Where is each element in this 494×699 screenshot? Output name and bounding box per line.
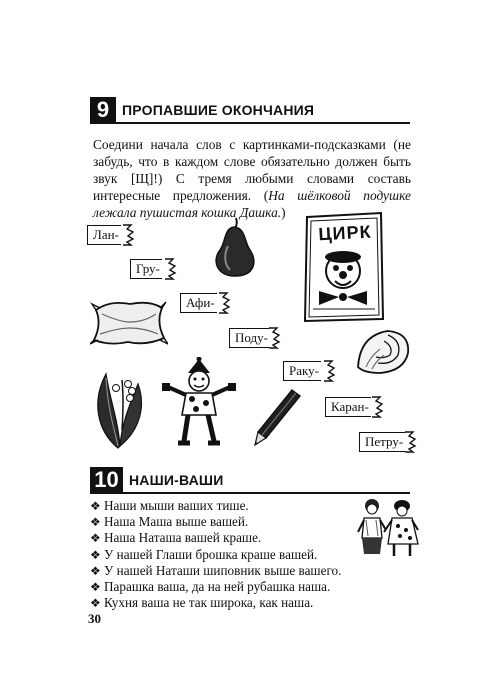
pillow-icon	[90, 298, 168, 348]
page-number: 30	[88, 611, 101, 626]
bullet-icon: ❖	[90, 563, 101, 578]
lily-of-the-valley-icon	[88, 370, 150, 450]
word-tag-label: Каран-	[325, 397, 371, 417]
word-tag-label: Петру-	[359, 432, 405, 452]
pencil-icon	[252, 386, 302, 448]
torn-edge-icon	[219, 292, 233, 314]
list-item: ❖ У нашей Наташи шиповник выше вашего.	[90, 562, 342, 578]
section-9-number: 9	[90, 97, 116, 123]
instructions-close: )	[281, 205, 286, 220]
section-9-instructions	[93, 136, 411, 221]
word-tag-label: Поду-	[229, 328, 270, 348]
word-tag-label: Афи-	[180, 293, 217, 313]
torn-edge-icon	[405, 431, 419, 453]
section-9-header	[90, 97, 314, 123]
shell-icon	[354, 327, 412, 377]
clown-puppet-icon	[162, 357, 236, 453]
instructions-text: Соедини начала слов с картинками-подсказками (не забудь, что в каждом слове обязательно должен быть звук [Щ]!) С тремя любыми словами составь интересные предложения. (	[93, 137, 411, 203]
list-item: ❖ Наша Наташа вашей краше.	[90, 530, 262, 546]
torn-edge-icon	[372, 396, 386, 418]
tongue-twister-list	[90, 498, 341, 611]
bullet-icon: ❖	[90, 499, 101, 513]
torn-edge-icon	[324, 360, 338, 382]
example-sentence: На шёлковой подушке лежала пушистая кошка Дашка.	[93, 188, 411, 220]
bullet-icon: ❖	[90, 547, 101, 562]
list-item: ❖ Наши мыши ваших тише.	[90, 498, 249, 513]
section-10-rule	[90, 492, 410, 494]
poster-title: ЦИРК	[317, 221, 372, 245]
torn-edge-icon	[269, 327, 283, 349]
word-tag-label: Гру-	[130, 259, 162, 279]
circus-poster-icon	[303, 211, 385, 323]
word-tag-label: Раку-	[283, 361, 321, 381]
section-10-title: НАШИ-ВАШИ	[129, 472, 224, 488]
torn-edge-icon	[123, 224, 137, 246]
list-item: ❖ Кухня ваша не так широка, как наша.	[90, 595, 314, 611]
bullet-icon: ❖	[90, 531, 101, 546]
list-item: ❖ Наша Маша выше вашей.	[90, 514, 249, 530]
two-women-illustration	[352, 496, 422, 558]
section-10-header	[90, 467, 223, 493]
section-9-rule	[90, 122, 410, 124]
torn-edge-icon	[165, 258, 179, 280]
pear-icon	[210, 216, 260, 278]
word-tag-label: Лан-	[87, 225, 121, 245]
list-item: ❖ У нашей Глаши брошка краше вашей.	[90, 546, 318, 562]
bullet-icon: ❖	[90, 580, 101, 595]
bullet-icon: ❖	[90, 515, 101, 530]
bullet-icon: ❖	[90, 596, 101, 611]
section-10-number: 10	[90, 467, 123, 493]
section-9-title: ПРОПАВШИЕ ОКОНЧАНИЯ	[122, 102, 315, 118]
list-item: ❖ Парашка ваша, да на ней рубашка наша.	[90, 579, 331, 595]
